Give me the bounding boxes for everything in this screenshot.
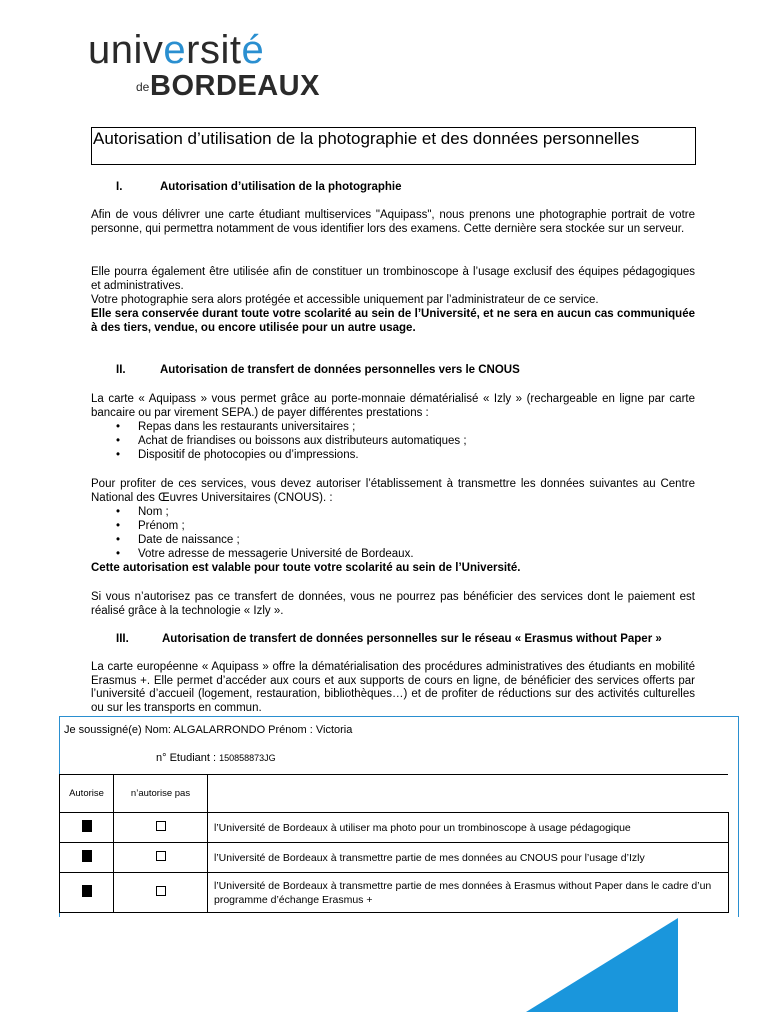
consent-text-2: l’Université de Bordeaux à transmettre partie de mes données au CNOUS pour l’usage d’Izly bbox=[208, 843, 729, 873]
logo-de: de bbox=[136, 80, 150, 94]
document-title-box bbox=[91, 127, 696, 165]
consent-text-3: l’Université de Bordeaux à transmettre partie de mes données à Erasmus without Paper dans le cadre d’un programme d’échange Erasmus + bbox=[208, 873, 729, 913]
not-authorize-checkbox-3[interactable] bbox=[114, 873, 208, 913]
not-authorize-checkbox-2[interactable] bbox=[114, 843, 208, 873]
consent-text-1: l’Université de Bordeaux à utiliser ma photo pour un trombinoscope à usage pédagogique bbox=[208, 813, 729, 843]
document-title: Autorisation d’utilisation de la photographie et des données personnelles bbox=[93, 129, 640, 148]
s1-paragraph-3: Votre photographie sera alors protégée et accessible uniquement par l’administrateur de ce service. bbox=[91, 294, 599, 306]
header-blank-cell bbox=[208, 775, 729, 813]
s1-paragraph-4: Elle sera conservée durant toute votre scolarité au sein de l’Université, et ne sera en aucun cas communiquée à des tiers, vendue, ou encore utilisée pour un autre usage. bbox=[91, 308, 695, 334]
table-row bbox=[60, 813, 729, 843]
col-header-not-authorize: n’autorise pas bbox=[114, 775, 208, 813]
student-name-line: Je soussigné(e) Nom: ALGALARRONDO Prénom : Victoria bbox=[64, 724, 353, 736]
checked-box-icon bbox=[82, 820, 92, 832]
s1-paragraph-1: Afin de vous délivrer une carte étudiant multiservices "Aquipass", nous prenons une photographie portrait de votre personne, qui permettra notamment de vous identifier lors des examens. Cette dernière sera stockée sur un serveur. bbox=[91, 209, 695, 235]
student-number-label: n° Etudiant : bbox=[156, 752, 220, 764]
s2-paragraph-1: La carte « Aquipass » vous permet grâce au porte-monnaie dématérialisé « Izly » (rechargeable en ligne par carte bancaire ou par virement SEPA.) de payer différentes prestations : bbox=[91, 393, 695, 419]
table-row bbox=[60, 843, 729, 873]
logo-wordmark: université bbox=[88, 28, 265, 72]
col-header-authorize: Autorise bbox=[60, 775, 114, 813]
authorize-checkbox-1[interactable] bbox=[60, 813, 114, 843]
consent-table bbox=[59, 774, 729, 913]
s2-paragraph-2: Pour profiter de ces services, vous devez autoriser l’établissement à transmettre les données suivantes au Centre National des Œuvres Universitaires (CNOUS). : bbox=[91, 478, 695, 504]
checked-box-icon bbox=[82, 885, 92, 897]
s3-paragraph-1: La carte européenne « Aquipass » offre la dématérialisation des procédures administratives des étudiants en mobilité Erasmus +. Elle permet d’accéder aux cours et aux supports de cours en ligne, de bénéficier des services offerts par l’université d’accueil (logement, restauration, bibliothèques…) et de profiter de réductions sur des activités culturelles ou sur les transports en commun. bbox=[91, 661, 695, 714]
authorize-checkbox-2[interactable] bbox=[60, 843, 114, 873]
checked-box-icon bbox=[82, 850, 92, 862]
authorize-checkbox-3[interactable] bbox=[60, 873, 114, 913]
s1-paragraph-2: Elle pourra également être utilisée afin de constituer un trombinoscope à l’usage exclusif des équipes pédagogiques et administratives. bbox=[91, 266, 695, 292]
empty-box-icon bbox=[156, 851, 166, 861]
empty-box-icon bbox=[156, 886, 166, 896]
empty-box-icon bbox=[156, 821, 166, 831]
s2-paragraph-3: Cette autorisation est valable pour toute votre scolarité au sein de l’Université. bbox=[91, 562, 521, 574]
student-number-line bbox=[156, 752, 276, 764]
logo-city: BORDEAUX bbox=[150, 70, 320, 102]
student-number-value: 150858873JG bbox=[219, 753, 276, 763]
s2-paragraph-4: Si vous n’autorisez pas ce transfert de données, vous ne pourrez pas bénéficier des services dont le paiement est réalisé grâce à la technologie « Izly ». bbox=[91, 591, 695, 617]
university-logo bbox=[88, 30, 328, 102]
not-authorize-checkbox-1[interactable] bbox=[114, 813, 208, 843]
decorative-triangle bbox=[526, 918, 678, 1012]
table-row bbox=[60, 873, 729, 913]
